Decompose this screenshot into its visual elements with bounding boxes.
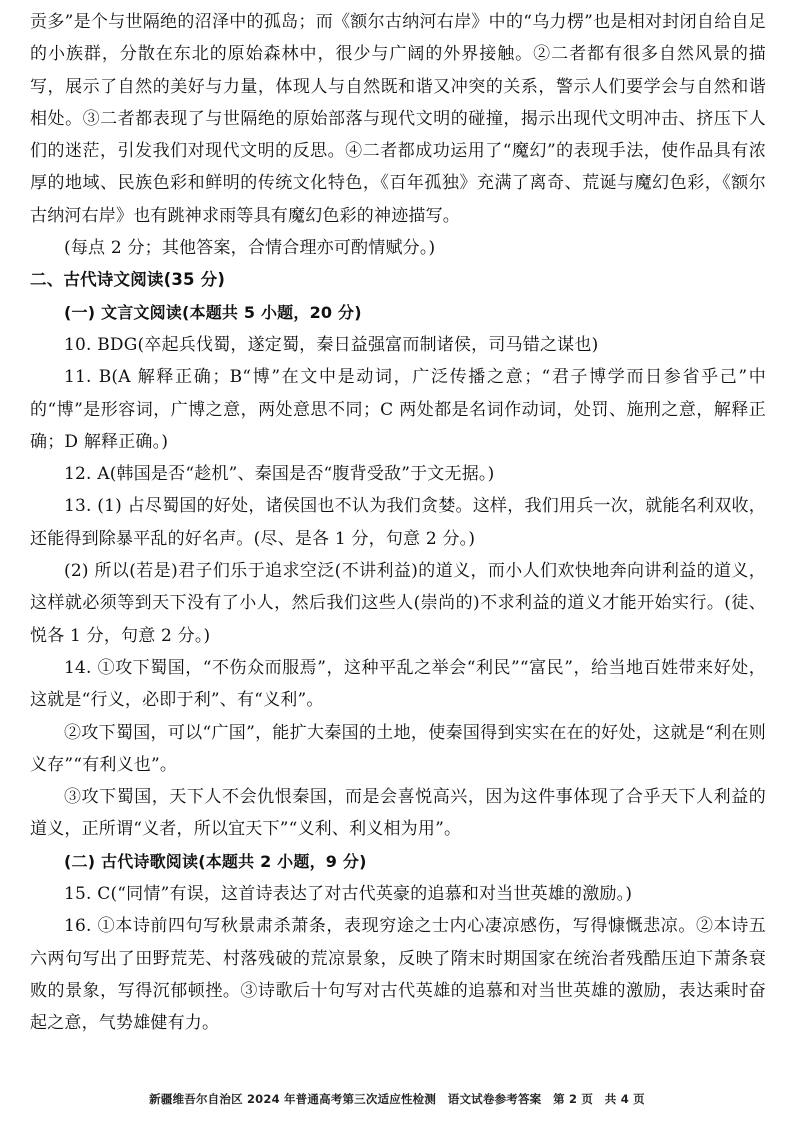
- answer-q13-part2: (2) 所以(若是)君子们乐于追求空泛(不讲利益)的道义，而小人们欢快地奔向讲利益的道义，这样就必须等到天下没有了小人，然后我们这些人(崇尚的)不求利益的道义才能开始实行。(徒、悦各 1 分，句意 2 分。): [30, 561, 766, 646]
- answer-q16: 16. ①本诗前四句写秋景肃杀萧条，表现穷途之士内心凄凉感伤，写得慷慨悲凉。②本诗五六两句写出了田野荒芜、村落残破的荒凉景象，反映了隋末时期国家在统治者残酷压迫下萧条衰败的景象，写得沉郁顿挫。③诗歌后十句写对古代英雄的追慕和对当世英雄的激励，表达乘时奋起之意，气势雄健有力。: [30, 916, 766, 1034]
- subsection-heading-classical-poetry: (二) 古代诗歌阅读(本题共 2 小题，9 分): [64, 851, 367, 871]
- scoring-note: (每点 2 分；其他答案，合情合理亦可酌情赋分。): [64, 238, 436, 259]
- answer-q12: 12. A(韩国是否“趁机”、秦国是否“腹背受敌”于文无据。): [64, 464, 495, 485]
- answer-q13-part1: 13. (1) 占尽蜀国的好处，诸侯国也不认为我们贪婪。这样，我们用兵一次，就能名利双收，还能得到除暴平乱的好名声。(尽、是各 1 分，句意 2 分。): [30, 496, 766, 549]
- paragraph-comparison-continued: 贡多”是个与世隔绝的沼泽中的孤岛；而《额尔古纳河右岸》中的“乌力楞”也是相对封闭自给自足的小族群，分散在东北的原始森林中，很少与广阔的外界接触。②二者都有很多自然风景的描写，展示了自然的美好与力量，体现人与自然既和谐又冲突的关系，警示人们要学会与自然和谐相处。③二者都表现了与世隔绝的原始部落与现代文明的碰撞，揭示出现代文明冲击、挤压下人们的迷茫，引发我们对现代文明的反思。④二者都成功运用了“魔幻”的表现手法，使作品具有浓厚的地域、民族色彩和鲜明的传统文化特色，《百年孤独》充满了离奇、荒诞与魔幻色彩，《额尔古纳河右岸》也有跳神求雨等具有魔幻色彩的神迹描写。: [30, 12, 766, 226]
- section-heading-classical-reading: 二、古代诗文阅读(35 分): [30, 270, 226, 290]
- answer-q14-point1: 14. ①攻下蜀国，“不伤众而服焉”，这种平乱之举会“利民”“富民”，给当地百姓带来好处，这就是“行义，必即于利”、有“义利”。: [30, 657, 766, 711]
- page-footer: 新疆维吾尔自治区 2024 年普通高考第三次适应性检测 语文试卷参考答案 第 2 页 共 4 页: [149, 1092, 645, 1106]
- answer-q10: 10. BDG(卒起兵伐蜀，遂定蜀，秦日益强富而制诸侯，司马错之谋也): [64, 334, 599, 355]
- answer-q14-point2: ②攻下蜀国，可以“广国”，能扩大秦国的土地，使秦国得到实实在在的好处，这就是“利在则义存”“有利义也”。: [30, 722, 766, 775]
- answer-q14-point3: ③攻下蜀国，天下人不会仇恨秦国，而是会喜悦高兴，因为这件事体现了合乎天下人利益的道义，正所谓“义者，所以宜天下”“义利、利义相为用”。: [30, 787, 766, 840]
- answer-q11: 11. B(A 解释正确；B“博”在文中是动词，广泛传播之意；“君子博学而日参省乎己”中的“博”是形容词，广博之意，两处意思不同；C 两处都是名词作动词，处罚、施刑之意，解释正确；D 解释正确。): [30, 367, 766, 452]
- answer-key-page: [30, 6, 766, 1040]
- answer-q15: 15. C(“同情”有误，这首诗表达了对古代英豪的追慕和对当世英雄的激励。): [64, 884, 633, 905]
- subsection-heading-classical-prose: (一) 文言文阅读(本题共 5 小题，20 分): [64, 302, 362, 322]
